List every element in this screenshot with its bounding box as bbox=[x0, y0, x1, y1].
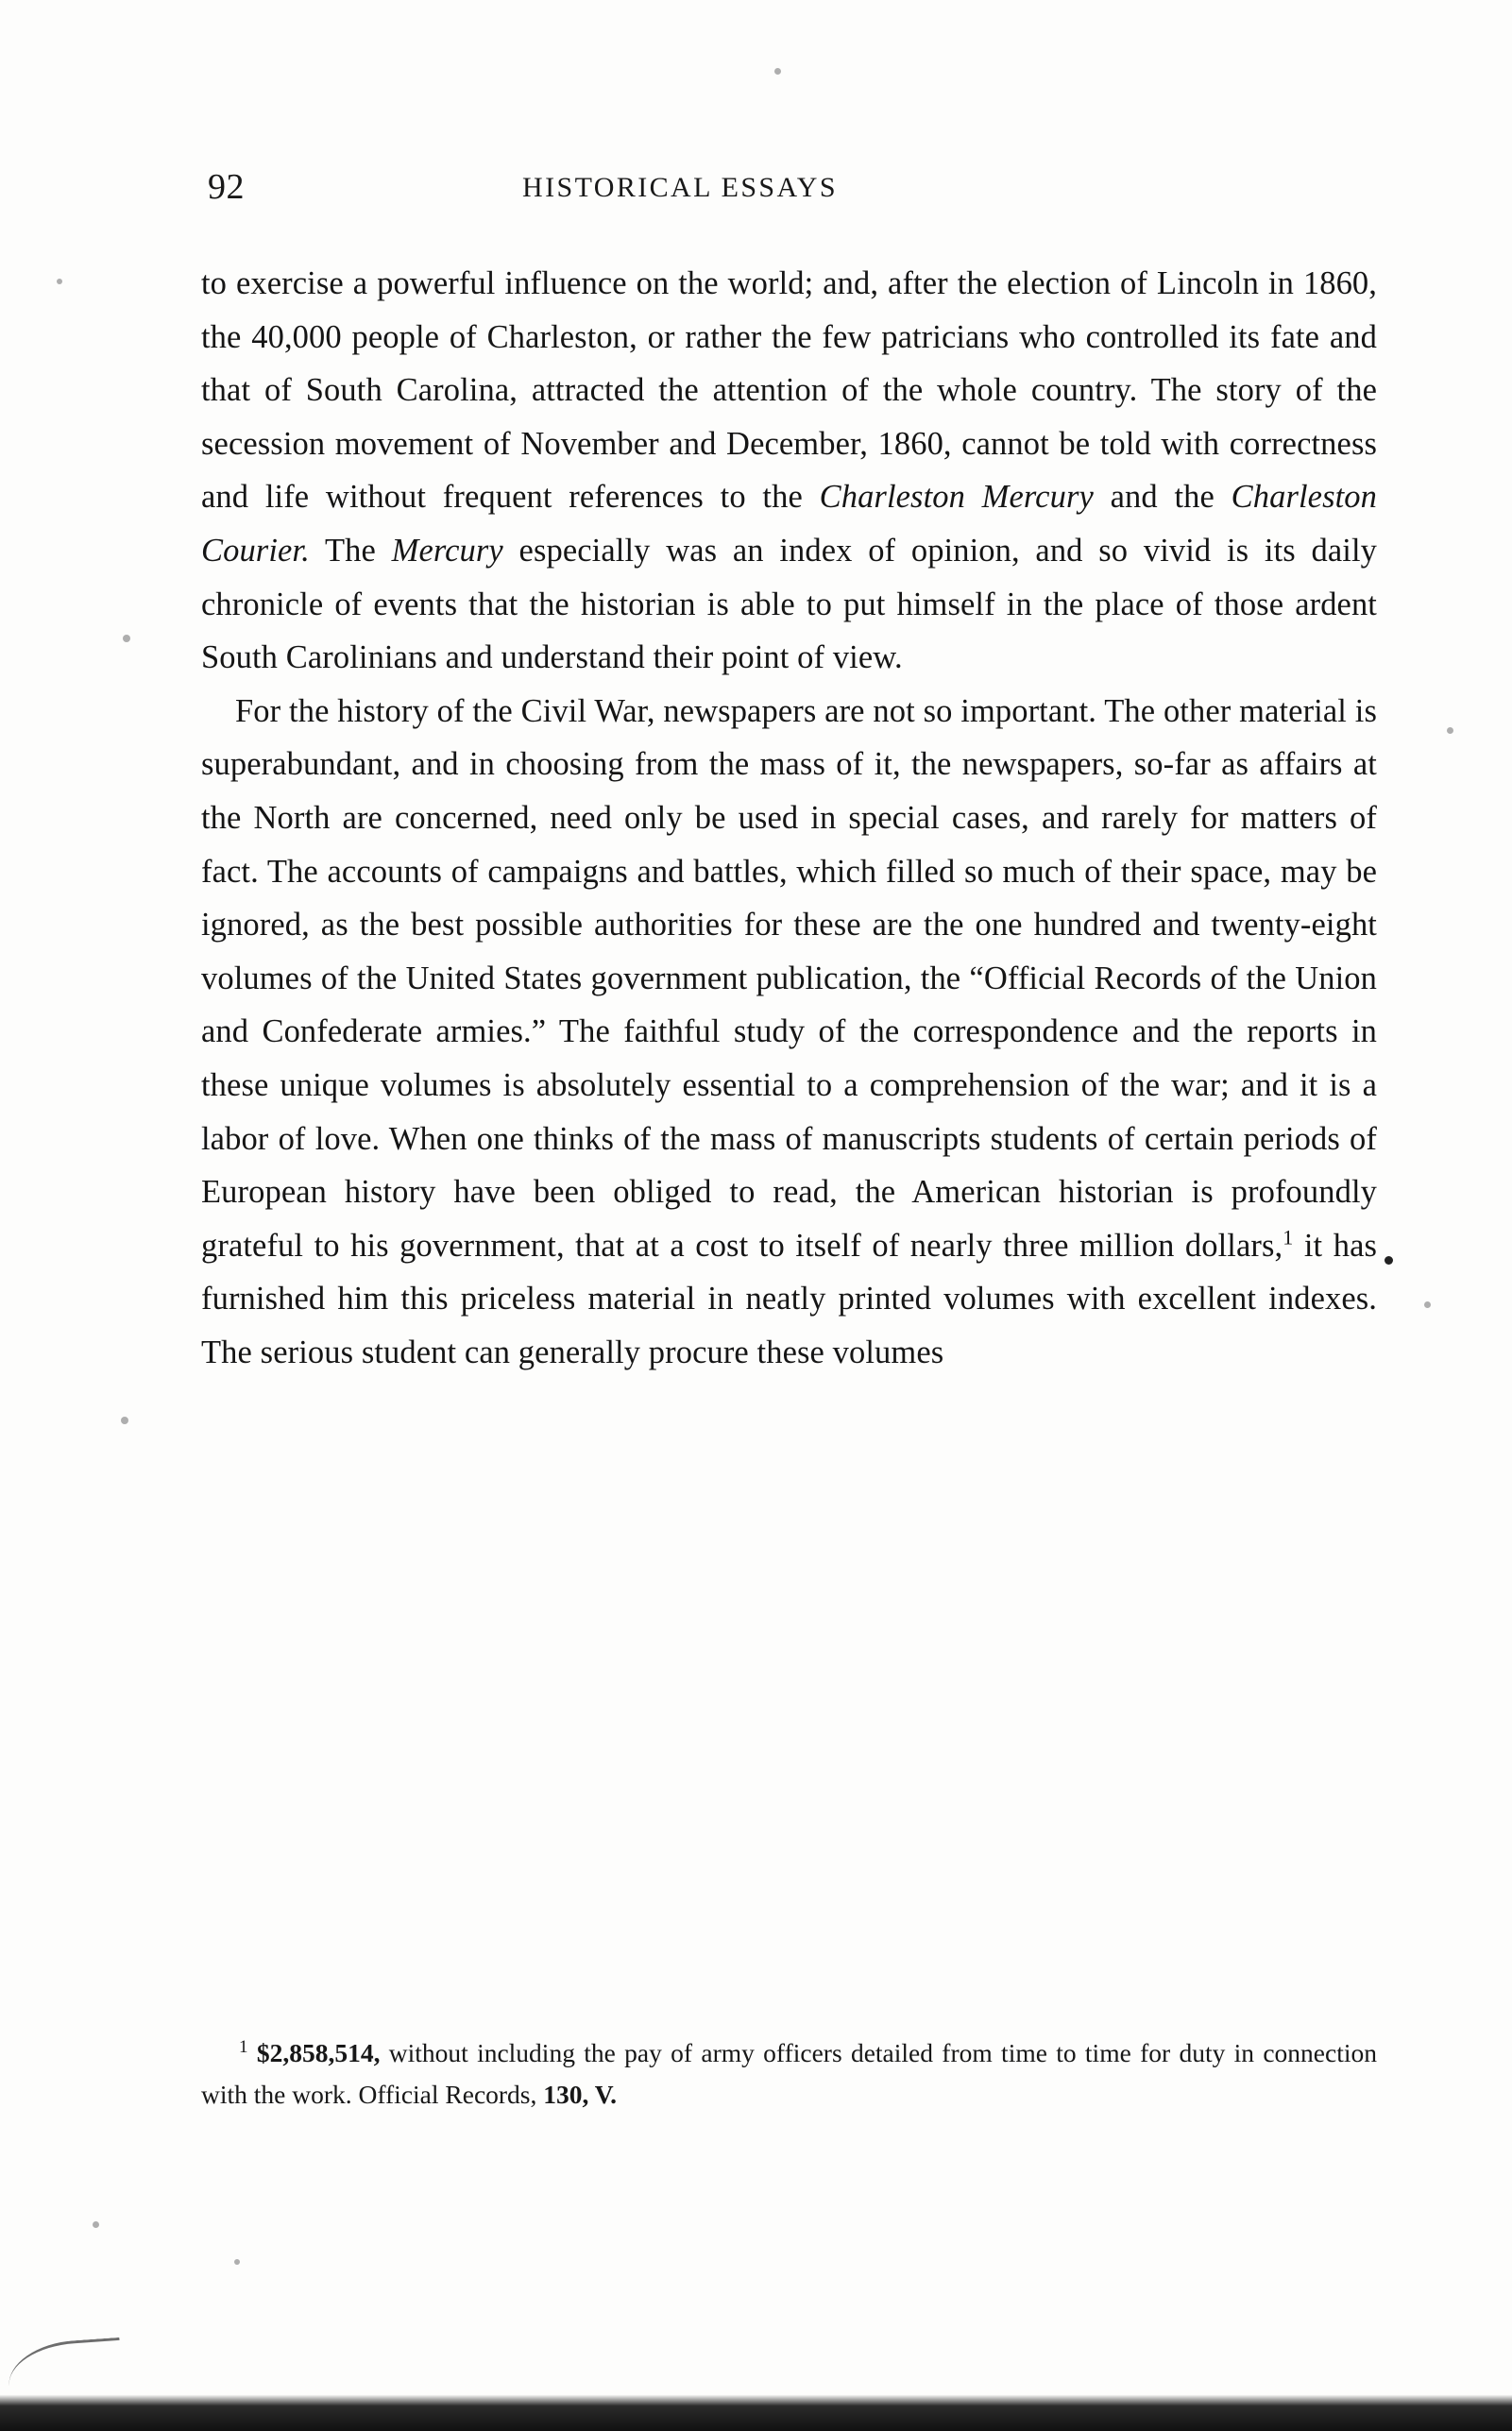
footnote-text: $^1$ $2,858,514, without including the pay of army officers detailed from time to time for duty in connection with the work. Official Records, 130, V. bbox=[201, 2036, 1377, 2109]
paragraph-2: For the history of the Civil War, newspapers are not so important. The other material is superabundant, and in choosing from the mass of it, the newspapers, so-far as affairs at the North are concerned, need only be used in special cases, and rarely for matters of fact. The accounts of campaigns and battles, which filled so much of their space, may be ignored, as the best possible authorities for these are the one hundred and twenty-eight volumes of the United States government publication, the “Official Records of the Union and Confederate armies.” The faithful study of the correspondence and the reports in these unique volumes is absolutely essential to a comprehension of the war; and it is a labor of love. When one thinks of the mass of manuscripts students of certain periods of European history have been obliged to read, the American historian is profoundly grateful to his government, that at a cost to itself of nearly three million dollars,$^1$ it has furnished him this priceless material in neatly printed volumes with excellent indexes. The serious student can generally procure these volumes bbox=[201, 692, 1378, 1370]
paragraph-1: to exercise a powerful influence on the world; and, after the election of Lincoln in 1860, the 40,000 people of Charleston, or rather the few patricians who controlled its fate and that of South Carolina, attracted the attention of the whole country. The story of the secession movement of November and December, 1860, cannot be told with correctness and life without frequent references to the Charleston Mercury and the Charleston Courier. The Mercury especially was an index of opinion, and so vivid is its daily chronicle of events that the historian is able to put himself in the place of those ardent South Carolinians and understand their point of view. bbox=[201, 265, 1378, 676]
scan-speck bbox=[93, 2221, 99, 2228]
scan-speck bbox=[123, 635, 130, 642]
running-head-title: HISTORICAL ESSAYS bbox=[522, 172, 838, 203]
footnote-block bbox=[201, 2032, 1377, 2116]
page-bottom-shadow bbox=[0, 2365, 1512, 2431]
scan-speck bbox=[1447, 727, 1453, 734]
scan-speck bbox=[121, 1417, 128, 1424]
scan-speck bbox=[1424, 1301, 1431, 1308]
running-head bbox=[208, 166, 1322, 210]
body-text bbox=[201, 257, 1377, 1379]
scan-speck bbox=[774, 68, 781, 75]
page-number: 92 bbox=[208, 167, 245, 207]
margin-ink-dot bbox=[1385, 1256, 1393, 1265]
scan-speck bbox=[57, 279, 62, 284]
scan-speck bbox=[234, 2259, 240, 2265]
